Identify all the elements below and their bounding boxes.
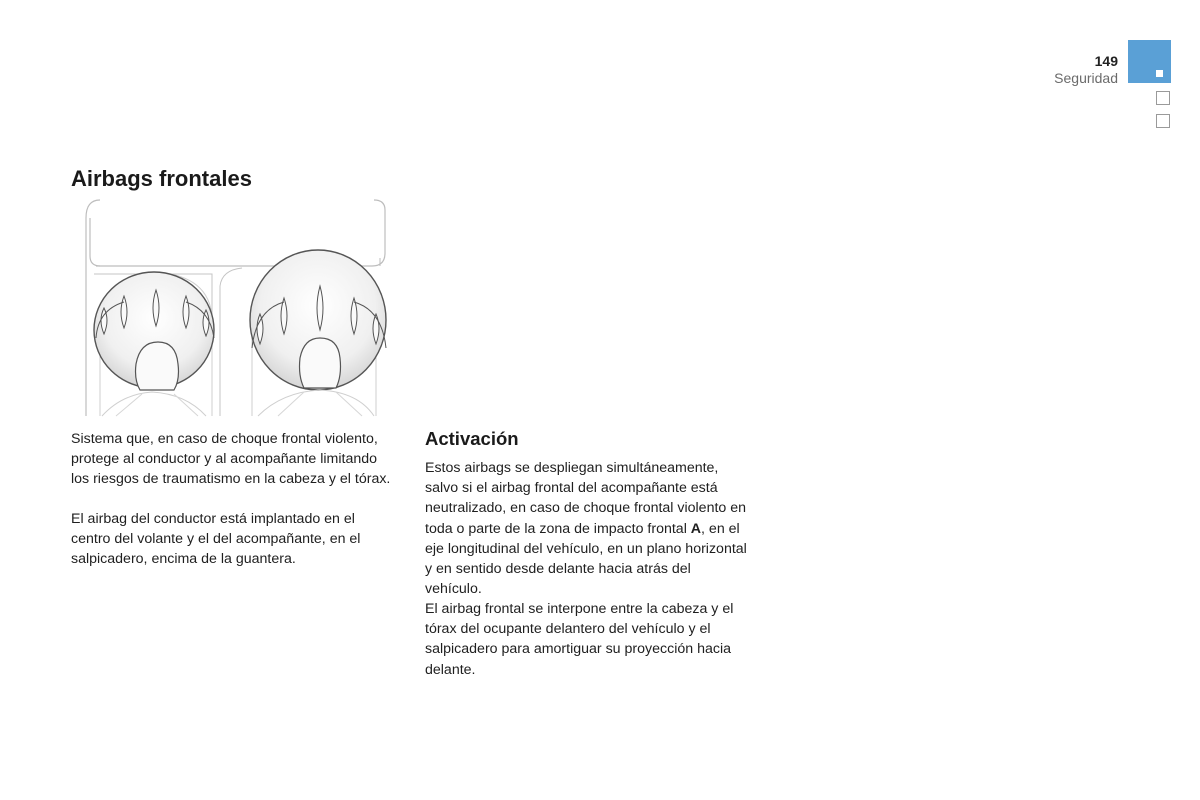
impact-zone-label: A xyxy=(690,520,702,537)
activation-text-1: Estos airbags se despliegan simultáneamente, salvo si el airbag frontal del acompañante está neutralizado, en caso de choque frontal violento en toda o parte de la zona de impacto frontal xyxy=(425,460,747,537)
chapter-tab-active xyxy=(1128,40,1171,83)
airbag-diagram-icon xyxy=(82,198,392,418)
intro-paragraph: Sistema que, en caso de choque frontal violento, protege al conductor y al acompañante limitando los riesgos de traumatismo en la cabeza y el tórax. xyxy=(71,431,391,488)
driver-airbag-paragraph: El airbag del conductor está implantado en el centro del volante y el del acompañante, en el salpicadero, encima de la guantera. xyxy=(71,511,361,568)
section-name: Seguridad xyxy=(1054,70,1118,86)
airbag-illustration xyxy=(82,198,392,418)
tab-marker-icon xyxy=(1156,70,1163,77)
page-number: 149 xyxy=(1094,53,1118,69)
section-heading-activation: Activación xyxy=(425,428,519,449)
activation-paragraph xyxy=(425,458,750,599)
chapter-tab-box xyxy=(1156,91,1170,105)
activation-text-2: , en el eje longitudinal del vehículo, en un plano horizontal y en sentido desde delante hacia atrás del vehículo. xyxy=(425,520,747,598)
deployment-paragraph: El airbag frontal se interpone entre la cabeza y el tórax del ocupante delantero del vehículo y el salpicadero para amortiguar su proyección hacia delante. xyxy=(425,601,734,678)
page-title: Airbags frontales xyxy=(71,166,252,191)
chapter-tab-box xyxy=(1156,114,1170,128)
